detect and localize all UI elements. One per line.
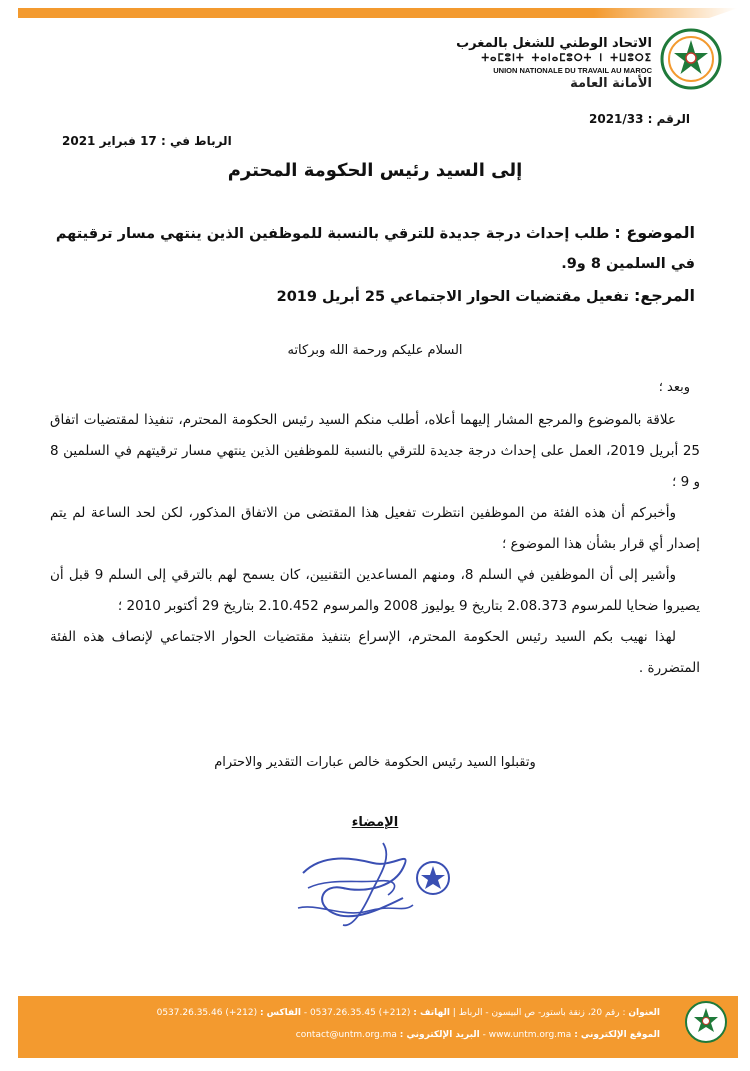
signature-stamp	[283, 833, 463, 933]
letter-body	[50, 405, 700, 684]
ref-value: 2021/33	[589, 112, 644, 126]
org-name-tifinagh: ⵜⴰⵎⵓⵏⵜ ⵜⴰⵏⴰⵎⵓⵔⵜ ⵏ ⵜⵡⵓⵔⵉ	[481, 53, 652, 64]
ref-label: الرقم :	[647, 112, 690, 126]
phone-text: (212+) 0537.26.35.45	[309, 1008, 411, 1018]
web-link[interactable]: www.untm.org.ma	[488, 1030, 572, 1040]
signature-label: الإمضاء	[351, 815, 399, 830]
email-label: البريد الإلكتروني :	[399, 1030, 480, 1040]
org-name-arabic: الاتحاد الوطني للشغل بالمغرب	[456, 36, 652, 51]
paragraph: لهذا نهيب بكم السيد رئيس الحكومة المحترم، الإسراع بتنفيذ مقتضيات الحوار الاجتماعي لإنصاف هذه الفئة المتضررة .	[50, 629, 700, 676]
paragraph: وأخبركم أن هذه الفئة من الموظفين انتظرت تفعيل هذا المقتضى من الاتفاق المذكور، لكن لحد الساعة لم يتم إصدار أي قرار بشأن هذا الموضوع ؛	[50, 505, 700, 552]
email-link[interactable]: contact@untm.org.ma	[295, 1030, 397, 1040]
org-heading	[456, 36, 652, 91]
reference-text: تفعيل مقتضيات الحوار الاجتماعي 25 أبريل 2019	[276, 289, 629, 305]
top-orange-band	[18, 8, 738, 18]
addressee: إلى السيد رئيس الحكومة المحترم	[227, 160, 523, 181]
footer-logo	[684, 1000, 728, 1044]
secretariat-general: الأمانة العامة	[570, 76, 652, 91]
reference-number	[589, 112, 690, 126]
phone-label: الهاتف :	[413, 1008, 450, 1018]
footer-bar	[18, 996, 738, 1058]
closing-line: وتقبلوا السيد رئيس الحكومة خالص عبارات التقدير والاحترام	[214, 755, 536, 770]
date-value: 17 فبراير 2021	[62, 134, 157, 148]
address-text: : رقم 20، زنقة باستور- ص البيسون - الرباط	[458, 1008, 626, 1018]
reference-label: المرجع:	[633, 286, 695, 305]
letter-date	[62, 134, 232, 148]
fax-label: الفاكس :	[259, 1008, 301, 1018]
reference-line	[55, 286, 695, 305]
union-logo	[660, 28, 722, 90]
wabaad: وبعد ؛	[658, 380, 690, 395]
fax-text: (212+) 0537.26.35.46	[156, 1008, 258, 1018]
footer-contact-line: العنوان : رقم 20، زنقة باستور- ص البيسون - الرباط | الهاتف : (212+) 0537.26.35.45 - الفاكس : (212+) 0537.26.35.46	[156, 1008, 660, 1018]
subject-label: الموضوع :	[614, 223, 695, 242]
paragraph: وأشير إلى أن الموظفين في السلم 8، ومنهم المساعدين التقنيين، كان يسمح لهم بالترقي إلى السلم 9 قبل أن يصيروا ضحايا للمرسوم 2.08.373 بتاريخ 9 يوليوز 2008 والمرسوم 2.10.452 بتاريخ 29 أكتوبر 2010 ؛	[50, 567, 700, 614]
paragraph: علاقة بالموضوع والمرجع المشار إليهما أعلاه، أطلب منكم السيد رئيس الحكومة المحترم، تنفيذا لمقتضيات اتفاق 25 أبريل 2019، العمل على إحداث درجة جديدة للترقي بالنسبة للموظفين الذين ينتهي مسار ترقيتهم في السلمين 8 و 9 ؛	[50, 412, 700, 490]
web-label: الموقع الإلكتروني :	[574, 1030, 660, 1040]
greeting: السلام عليكم ورحمة الله وبركاته	[287, 343, 463, 358]
org-name-french: UNION NATIONALE DU TRAVAIL AU MAROC	[493, 66, 652, 75]
footer-web-line: الموقع الإلكتروني : www.untm.org.ma - البريد الإلكتروني : contact@untm.org.ma	[295, 1030, 660, 1040]
subject-line	[55, 218, 695, 279]
date-label: الرباط في :	[160, 134, 232, 148]
subject-text: طلب إحداث درجة جديدة للترقي بالنسبة للموظفين الذين ينتهي مسار ترقيتهم في السلمين 8 و9.	[55, 226, 695, 272]
address-label: العنوان	[628, 1008, 660, 1018]
